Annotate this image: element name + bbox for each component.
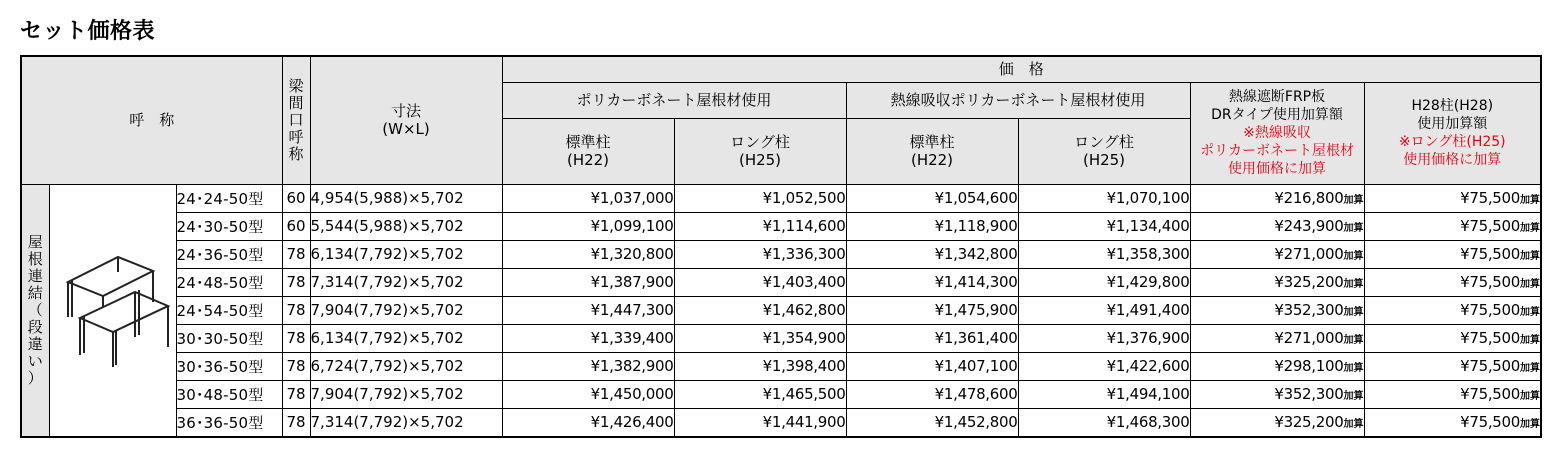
table-body bbox=[21, 184, 1541, 437]
size-cell: 6,134(7,792)×5,702 bbox=[310, 324, 502, 352]
model-cell: 24･54-50型 bbox=[176, 296, 282, 324]
addon-suffix: 加算 bbox=[1520, 223, 1541, 234]
addon-suffix: 加算 bbox=[1343, 223, 1364, 234]
header-post-label: ロング柱 bbox=[1074, 133, 1134, 151]
table-row bbox=[21, 408, 1541, 437]
h28-addon-price bbox=[1364, 408, 1541, 437]
header-h28 bbox=[1364, 82, 1541, 184]
header-frp-line1: 熱線遮断FRP板 bbox=[1228, 89, 1326, 105]
frp-addon-value: ¥352,300 bbox=[1274, 301, 1344, 319]
header-post-height: (H25) bbox=[738, 151, 782, 169]
h28-addon-price bbox=[1364, 324, 1541, 352]
side-label-char: 段 bbox=[27, 317, 43, 336]
header-heat-long bbox=[1018, 118, 1190, 184]
heat-std-price: ¥1,478,600 bbox=[846, 380, 1018, 408]
h28-addon-price bbox=[1364, 184, 1541, 212]
header-h28-line1: H28柱(H28) bbox=[1411, 98, 1494, 114]
header-frp-line2: DRタイプ使用加算額 bbox=[1211, 107, 1343, 123]
price-table bbox=[20, 55, 1542, 438]
h28-addon-value: ¥75,500 bbox=[1460, 357, 1521, 375]
addon-suffix: 加算 bbox=[1520, 419, 1541, 430]
frp-addon-value: ¥352,300 bbox=[1274, 385, 1344, 403]
header-poly-std bbox=[502, 118, 674, 184]
heat-long-price: ¥1,422,600 bbox=[1018, 352, 1190, 380]
poly-std-price: ¥1,037,000 bbox=[502, 184, 674, 212]
addon-suffix: 加算 bbox=[1343, 391, 1364, 402]
frp-addon-price bbox=[1190, 352, 1364, 380]
addon-suffix: 加算 bbox=[1520, 391, 1541, 402]
model-cell: 30･36-50型 bbox=[176, 352, 282, 380]
header-beam-char: 呼 bbox=[288, 127, 304, 146]
size-cell: 7,314(7,792)×5,702 bbox=[310, 408, 502, 437]
heat-std-price: ¥1,452,800 bbox=[846, 408, 1018, 437]
side-label-char: 根 bbox=[27, 249, 43, 268]
frp-addon-price bbox=[1190, 408, 1364, 437]
addon-suffix: 加算 bbox=[1343, 307, 1364, 318]
side-label-char: 違 bbox=[27, 334, 43, 353]
header-post-label: ロング柱 bbox=[730, 133, 790, 151]
table-row bbox=[21, 184, 1541, 212]
model-cell: 36･36-50型 bbox=[176, 408, 282, 437]
header-size-unit: (W×L) bbox=[382, 120, 430, 139]
frp-addon-price bbox=[1190, 296, 1364, 324]
beam-cell: 78 bbox=[282, 296, 310, 324]
model-cell: 30･48-50型 bbox=[176, 380, 282, 408]
page-title: セット価格表 bbox=[20, 19, 156, 44]
header-frp-note1: ※熱線吸収 bbox=[1243, 125, 1311, 141]
addon-suffix: 加算 bbox=[1520, 251, 1541, 262]
frp-addon-price bbox=[1190, 268, 1364, 296]
frp-addon-price bbox=[1190, 324, 1364, 352]
frp-addon-value: ¥243,900 bbox=[1274, 217, 1344, 235]
header-poly: ポリカーボネート屋根材使用 bbox=[502, 82, 846, 118]
header-size-label: 寸法 bbox=[391, 102, 422, 121]
h28-addon-price bbox=[1364, 352, 1541, 380]
side-label-char: （ bbox=[27, 300, 43, 319]
header-post-label: 標準柱 bbox=[565, 133, 611, 151]
h28-addon-price bbox=[1364, 212, 1541, 240]
addon-suffix: 加算 bbox=[1520, 195, 1541, 206]
frp-addon-price bbox=[1190, 184, 1364, 212]
side-label-char: 屋 bbox=[27, 232, 43, 251]
header-beam-char: 口 bbox=[288, 110, 304, 129]
poly-std-price: ¥1,382,900 bbox=[502, 352, 674, 380]
side-label bbox=[21, 184, 49, 437]
addon-suffix: 加算 bbox=[1343, 279, 1364, 290]
header-name: 呼 称 bbox=[21, 56, 282, 184]
addon-suffix: 加算 bbox=[1343, 335, 1364, 346]
beam-cell: 60 bbox=[282, 184, 310, 212]
heat-std-price: ¥1,414,300 bbox=[846, 268, 1018, 296]
addon-suffix: 加算 bbox=[1520, 279, 1541, 290]
heat-std-price: ¥1,475,900 bbox=[846, 296, 1018, 324]
table-row bbox=[21, 268, 1541, 296]
heat-std-price: ¥1,361,400 bbox=[846, 324, 1018, 352]
table-row bbox=[21, 352, 1541, 380]
table-row bbox=[21, 324, 1541, 352]
poly-long-price: ¥1,354,900 bbox=[674, 324, 846, 352]
poly-std-price: ¥1,339,400 bbox=[502, 324, 674, 352]
h28-addon-value: ¥75,500 bbox=[1460, 245, 1521, 263]
header-post-height: (H25) bbox=[1082, 151, 1126, 169]
size-cell: 4,954(5,988)×5,702 bbox=[310, 184, 502, 212]
side-label-char: い bbox=[27, 351, 43, 370]
beam-cell: 78 bbox=[282, 268, 310, 296]
beam-cell: 78 bbox=[282, 380, 310, 408]
carport-drawing bbox=[50, 187, 177, 430]
size-cell: 7,314(7,792)×5,702 bbox=[310, 268, 502, 296]
header-h28-line2: 使用加算額 bbox=[1417, 116, 1488, 132]
beam-cell: 78 bbox=[282, 408, 310, 437]
size-cell: 5,544(5,988)×5,702 bbox=[310, 212, 502, 240]
addon-suffix: 加算 bbox=[1343, 419, 1364, 430]
model-cell: 30･30-50型 bbox=[176, 324, 282, 352]
header-beam-char: 梁 bbox=[288, 76, 304, 95]
h28-addon-price bbox=[1364, 380, 1541, 408]
poly-std-price: ¥1,099,100 bbox=[502, 212, 674, 240]
header-post-label: 標準柱 bbox=[909, 133, 955, 151]
addon-suffix: 加算 bbox=[1343, 195, 1364, 206]
poly-long-price: ¥1,403,400 bbox=[674, 268, 846, 296]
frp-addon-value: ¥271,000 bbox=[1274, 245, 1344, 263]
poly-long-price: ¥1,462,800 bbox=[674, 296, 846, 324]
h28-addon-value: ¥75,500 bbox=[1460, 329, 1521, 347]
table-row bbox=[21, 240, 1541, 268]
addon-suffix: 加算 bbox=[1343, 363, 1364, 374]
side-label-char: 連 bbox=[27, 266, 43, 285]
heat-long-price: ¥1,429,800 bbox=[1018, 268, 1190, 296]
poly-std-price: ¥1,387,900 bbox=[502, 268, 674, 296]
frp-addon-value: ¥325,200 bbox=[1274, 273, 1344, 291]
frp-addon-value: ¥271,000 bbox=[1274, 329, 1344, 347]
header-post-height: (H22) bbox=[910, 151, 954, 169]
poly-std-price: ¥1,320,800 bbox=[502, 240, 674, 268]
frp-addon-price bbox=[1190, 212, 1364, 240]
size-cell: 6,134(7,792)×5,702 bbox=[310, 240, 502, 268]
model-cell: 24･48-50型 bbox=[176, 268, 282, 296]
poly-long-price: ¥1,441,900 bbox=[674, 408, 846, 437]
frp-addon-value: ¥325,200 bbox=[1274, 413, 1344, 431]
h28-addon-value: ¥75,500 bbox=[1460, 385, 1521, 403]
h28-addon-value: ¥75,500 bbox=[1460, 217, 1521, 235]
heat-long-price: ¥1,134,400 bbox=[1018, 212, 1190, 240]
header-beam bbox=[282, 56, 310, 184]
model-cell: 24･30-50型 bbox=[176, 212, 282, 240]
header-post-height: (H22) bbox=[566, 151, 610, 169]
poly-long-price: ¥1,336,300 bbox=[674, 240, 846, 268]
carport-illustration bbox=[49, 184, 176, 437]
frp-addon-price bbox=[1190, 240, 1364, 268]
size-cell: 6,724(7,792)×5,702 bbox=[310, 352, 502, 380]
header-price: 価 格 bbox=[502, 56, 1541, 82]
header-frp bbox=[1190, 82, 1364, 184]
side-label-char: 結 bbox=[27, 283, 43, 302]
side-label-char: ） bbox=[27, 368, 43, 387]
heat-long-price: ¥1,358,300 bbox=[1018, 240, 1190, 268]
heat-std-price: ¥1,054,600 bbox=[846, 184, 1018, 212]
header-poly-long bbox=[674, 118, 846, 184]
model-cell: 24･36-50型 bbox=[176, 240, 282, 268]
table-row bbox=[21, 380, 1541, 408]
frp-addon-value: ¥298,100 bbox=[1274, 357, 1344, 375]
heat-long-price: ¥1,494,100 bbox=[1018, 380, 1190, 408]
h28-addon-price bbox=[1364, 240, 1541, 268]
beam-cell: 60 bbox=[282, 212, 310, 240]
poly-std-price: ¥1,450,000 bbox=[502, 380, 674, 408]
beam-cell: 78 bbox=[282, 352, 310, 380]
addon-suffix: 加算 bbox=[1520, 363, 1541, 374]
frp-addon-value: ¥216,800 bbox=[1274, 189, 1344, 207]
header-h28-note2: 使用価格に加算 bbox=[1403, 152, 1502, 168]
beam-cell: 78 bbox=[282, 324, 310, 352]
frp-addon-price bbox=[1190, 380, 1364, 408]
heat-std-price: ¥1,342,800 bbox=[846, 240, 1018, 268]
header-h28-note1: ※ロング柱(H25) bbox=[1398, 134, 1506, 150]
beam-cell: 78 bbox=[282, 240, 310, 268]
header-frp-note2: ポリカーボネート屋根材 bbox=[1200, 143, 1354, 159]
size-cell: 7,904(7,792)×5,702 bbox=[310, 296, 502, 324]
addon-suffix: 加算 bbox=[1343, 251, 1364, 262]
h28-addon-price bbox=[1364, 296, 1541, 324]
table-row bbox=[21, 296, 1541, 324]
heat-long-price: ¥1,070,100 bbox=[1018, 184, 1190, 212]
poly-std-price: ¥1,426,400 bbox=[502, 408, 674, 437]
h28-addon-value: ¥75,500 bbox=[1460, 413, 1521, 431]
addon-suffix: 加算 bbox=[1520, 307, 1541, 318]
heat-long-price: ¥1,376,900 bbox=[1018, 324, 1190, 352]
table-row bbox=[21, 212, 1541, 240]
size-cell: 7,904(7,792)×5,702 bbox=[310, 380, 502, 408]
header-frp-note3: 使用価格に加算 bbox=[1228, 161, 1327, 177]
header-beam-char: 称 bbox=[288, 144, 304, 163]
header-heat: 熱線吸収ポリカーボネート屋根材使用 bbox=[846, 82, 1190, 118]
poly-long-price: ¥1,114,600 bbox=[674, 212, 846, 240]
poly-long-price: ¥1,052,500 bbox=[674, 184, 846, 212]
h28-addon-price bbox=[1364, 268, 1541, 296]
heat-long-price: ¥1,468,300 bbox=[1018, 408, 1190, 437]
h28-addon-value: ¥75,500 bbox=[1460, 189, 1521, 207]
addon-suffix: 加算 bbox=[1520, 335, 1541, 346]
heat-std-price: ¥1,407,100 bbox=[846, 352, 1018, 380]
poly-long-price: ¥1,465,500 bbox=[674, 380, 846, 408]
h28-addon-value: ¥75,500 bbox=[1460, 301, 1521, 319]
heat-std-price: ¥1,118,900 bbox=[846, 212, 1018, 240]
heat-long-price: ¥1,491,400 bbox=[1018, 296, 1190, 324]
poly-std-price: ¥1,447,300 bbox=[502, 296, 674, 324]
poly-long-price: ¥1,398,400 bbox=[674, 352, 846, 380]
header-heat-std bbox=[846, 118, 1018, 184]
header-beam-char: 間 bbox=[288, 93, 304, 112]
model-cell: 24･24-50型 bbox=[176, 184, 282, 212]
header-size bbox=[310, 56, 502, 184]
h28-addon-value: ¥75,500 bbox=[1460, 273, 1521, 291]
